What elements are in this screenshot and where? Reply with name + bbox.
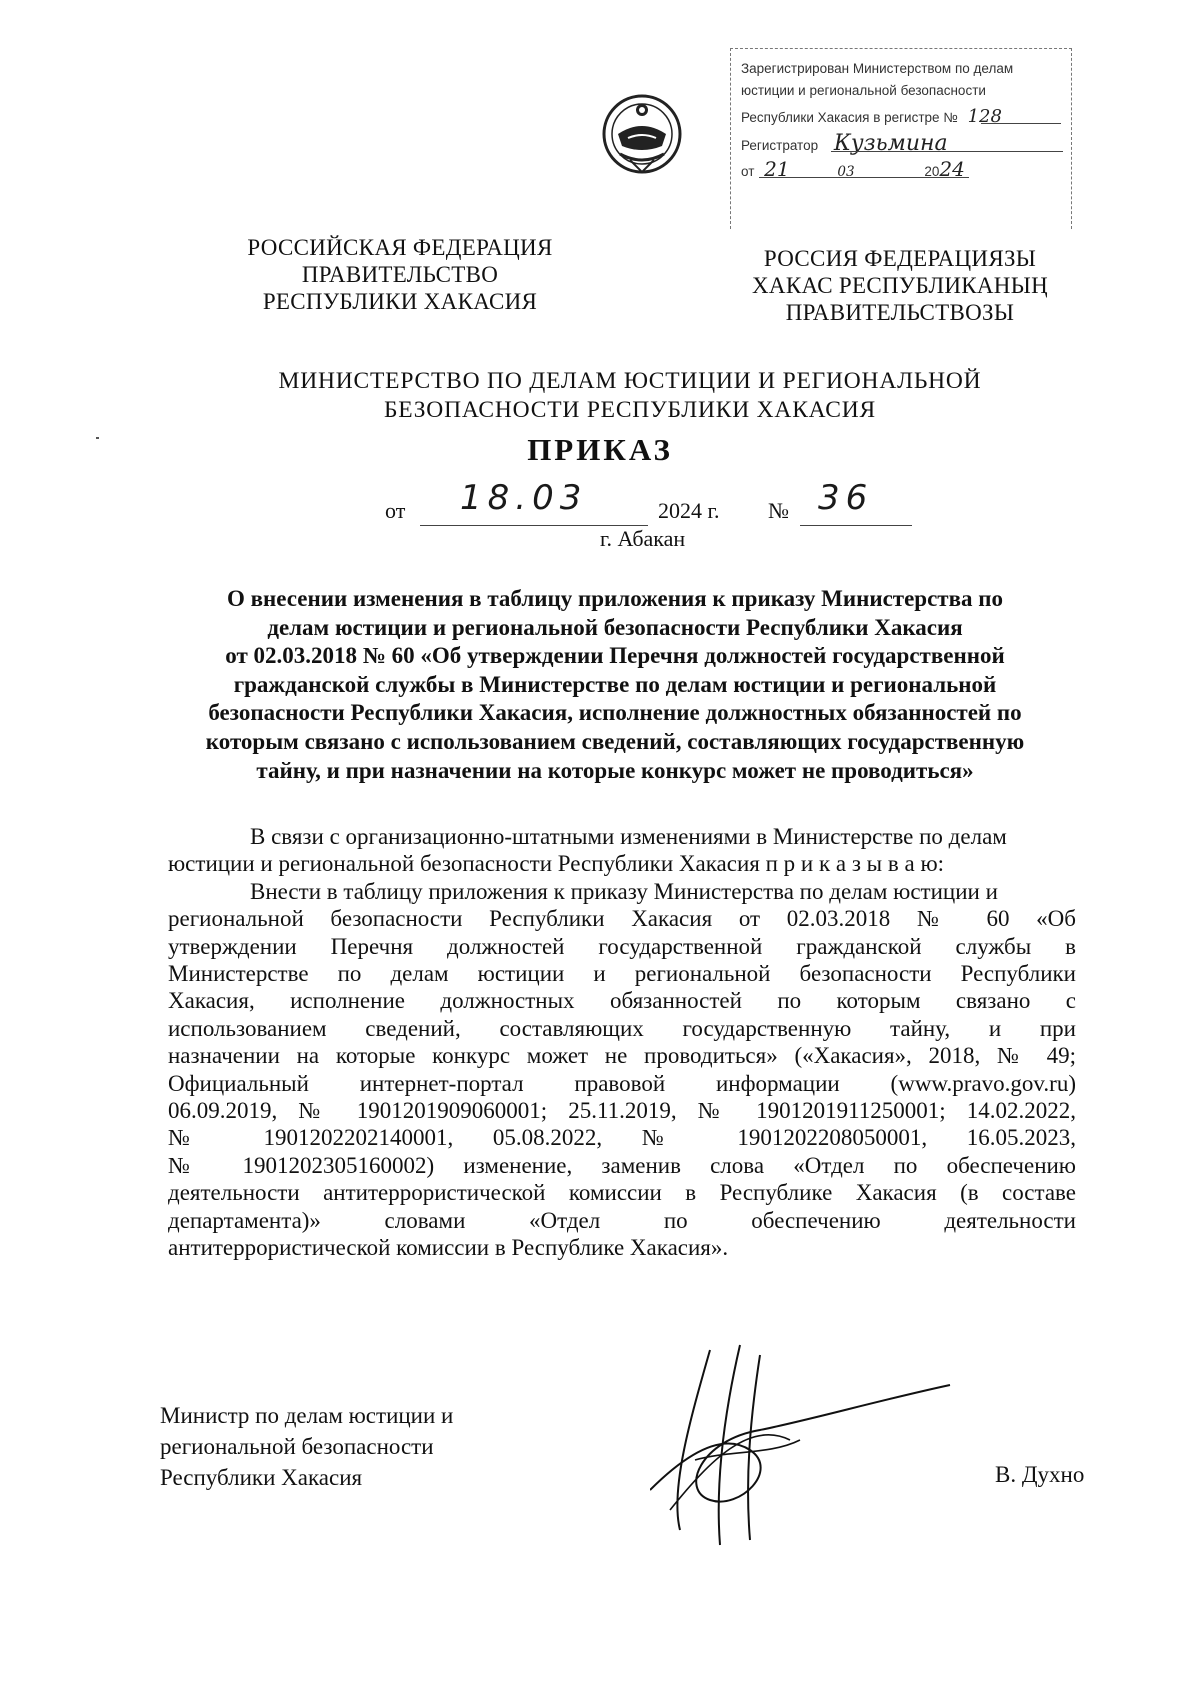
body-p2-line: утверждении Перечня должностей государственной гражданской службы в — [168, 933, 1076, 959]
handwritten-signature-icon — [650, 1340, 960, 1555]
body-p1-line: юстиции и региональной безопасности Республики Хакасия п р и к а з ы в а ю: — [168, 851, 945, 877]
stamp-year-suffix: 24 — [939, 157, 965, 181]
ministry-line-2: БЕЗОПАСНОСТИ РЕСПУБЛИКИ ХАКАСИЯ — [383, 397, 876, 423]
body-p2-line: антитеррористической комиссии в Республике Хакасия». — [168, 1235, 729, 1261]
stamp-registrar-label: Регистратор — [741, 138, 819, 153]
order-date-line — [0, 478, 1200, 528]
signer-name: В. Духно — [995, 1462, 1085, 1487]
stamp-month: 03 — [837, 164, 855, 180]
header-right — [740, 245, 1060, 326]
header-left-line-3: РЕСПУБЛИКИ ХАКАСИЯ — [262, 289, 538, 314]
subject-line: гражданской службы в Министерстве по делам юстиции и региональной — [233, 671, 997, 697]
body-p2-line: деятельности антитеррористической комиссии в Республике Хакасия (в составе — [168, 1180, 1076, 1206]
stamp-line-2: юстиции и региональной безопасности — [741, 83, 986, 98]
stamp-underline-1 — [981, 123, 1061, 124]
stamp-underline-3 — [759, 177, 969, 178]
body-p2-line: использованием сведений, составляющих государственную тайну, и при — [168, 1015, 1076, 1041]
body-p2-line: Внести в таблицу приложения к приказу Министерства по делам юстиции и — [250, 878, 998, 904]
body-p2-line: 06.09.2019, № 1901201909060001; 25.11.2019, № 1901201911250001; 14.02.2022, — [168, 1098, 1076, 1124]
order-body — [168, 823, 1076, 1262]
signer-position — [160, 1400, 453, 1493]
order-subject — [150, 585, 1080, 785]
stamp-line-3 — [741, 106, 1002, 127]
stamp-underline-2 — [831, 151, 1063, 152]
order-year: 2024 г. — [658, 498, 720, 523]
order-title: ПРИКАЗ — [527, 432, 673, 467]
order-date-handwritten: 18.03 — [460, 478, 588, 518]
body-p2-line: региональной безопасности Республики Хакасия от 02.03.2018 № 60 «Об — [168, 906, 1076, 932]
subject-line: которым связано с использованием сведений, составляющих государственную — [205, 728, 1025, 754]
signer-position-line: Министр по делам юстиции и — [160, 1403, 454, 1428]
header-left-line-2: ПРАВИТЕЛЬСТВО — [301, 262, 499, 287]
stamp-year-prefix: 20 — [924, 164, 940, 179]
header-right-line-3: ПРАВИТЕЛЬСТВОЗЫ — [785, 300, 1015, 325]
body-p2-line: Хакасия, исполнение должностных обязанностей по которым связано с — [168, 988, 1076, 1014]
header-right-line-1: РОССИЯ ФЕДЕРАЦИЯЗЫ — [763, 246, 1037, 271]
stamp-day: 21 — [764, 157, 790, 181]
header-right-line-2: ХАКАС РЕСПУБЛИКАНЫҢ — [752, 273, 1048, 298]
order-number-handwritten: 36 — [818, 478, 874, 518]
subject-line: от 02.03.2018 № 60 «Об утверждении Перечня должностей государственной — [225, 643, 1005, 669]
subject-line: безопасности Республики Хакасия, исполнение должностных обязанностей по — [208, 700, 1022, 726]
body-p2-line: № 1901202305160002) изменение, заменив слова «Отдел по обеспечению — [168, 1152, 1076, 1178]
stamp-registrar-signature: Кузьмина — [833, 131, 948, 156]
body-p2-line: Министерстве по делам юстиции и региональной безопасности Республики — [168, 961, 1076, 987]
header-left-line-1: РОССИЙСКАЯ ФЕДЕРАЦИЯ — [247, 235, 553, 260]
subject-line: тайну, и при назначении на которые конкурс может не проводиться» — [256, 757, 974, 783]
body-p2-line: № 1901202202140001, 05.08.2022, № 1901202208050001, 16.05.2023, — [168, 1125, 1076, 1151]
order-city: г. Абакан — [600, 526, 686, 551]
registration-stamp — [730, 48, 1072, 229]
subject-line: делам юстиции и региональной безопасности Республики Хакасия — [267, 614, 963, 640]
order-from-label: от — [385, 498, 406, 523]
khakassia-emblem-icon — [600, 88, 684, 180]
body-p2-line: департамента)» словами «Отдел по обеспечению деятельности — [168, 1207, 1076, 1233]
stamp-line-4 — [741, 131, 948, 156]
subject-line: О внесении изменения в таблицу приложения к приказу Министерства по — [226, 586, 1004, 611]
order-number-label: № — [768, 498, 789, 523]
signer-position-line: региональной безопасности — [160, 1434, 434, 1459]
stamp-date-prefix: от — [741, 164, 755, 179]
body-p1-line: В связи с организационно-штатными изменениями в Министерстве по делам — [250, 824, 1007, 849]
signer-position-line: Республики Хакасия — [160, 1465, 363, 1490]
stamp-register-label: Республики Хакасия в регистре № — [741, 110, 958, 125]
ministry-name — [210, 367, 1050, 425]
body-p2-line: назначении на которые конкурс может не проводиться» («Хакасия», 2018, № 49; — [168, 1043, 1076, 1069]
body-p2-line: Официальный интернет-портал правовой информации (www.pravo.gov.ru) — [168, 1070, 1076, 1096]
stamp-register-number: 128 — [967, 106, 1002, 127]
order-number-underline — [800, 525, 912, 526]
ministry-line-1: МИНИСТЕРСТВО ПО ДЕЛАМ ЮСТИЦИИ И РЕГИОНАЛЬНОЙ — [278, 368, 982, 394]
header-left — [200, 234, 600, 315]
stamp-line-1: Зарегистрирован Министерством по делам — [741, 61, 1014, 76]
